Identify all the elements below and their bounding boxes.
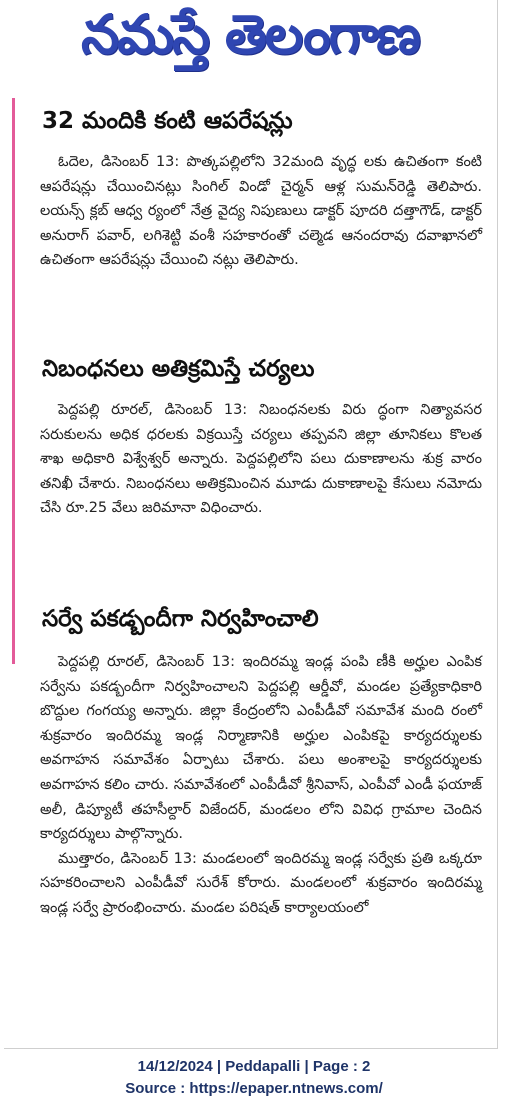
article-1-body [40, 150, 482, 273]
footer-date-edition: 14/12/2024 | Peddapalli | Page : 2 [137, 1058, 371, 1075]
article-3-body [40, 650, 482, 921]
article-3-paragraph-2: ముత్తారం, డిసెంబర్ 13: మండలంలో ఇందిరమ్మ ఇండ్ల సర్వేకు ప్రతి ఒక్కరూ సహకరించాలని ఎంపీడీవో సురేశ్ కోరారు. మండలంలో శుక్రవారం ఇందిరమ్మ ఇండ్ల సర్వే ప్రారంభించారు. మండల పరిషత్ కార్యాలయంలో [40, 850, 482, 916]
article-1-headline: 32 మందికి కంటి ఆపరేషన్లు [42, 108, 293, 134]
article-2-paragraph: పెద్దపల్లి రూరల్, డిసెంబర్ 13: నిబంధనలకు విరు ద్ధంగా నిత్యావసర సరుకులను అధిక ధరలకు విక్రయిస్తే చర్యలు తప్పవని జిల్లా తూనికలు కొలత శాఖ అధికారి విశ్వేశ్వర్ అన్నారు. పెద్దపల్లిలోని పలు దుకాణాలను శుక్ర వారం తనిఖీ చేశారు. నిబంధనలు అతిక్రమించిన మూడు దుకాణాలపై కేసులు నమోదు చేసి రూ.25 వేలు జరిమానా విధించారు. [40, 402, 482, 517]
masthead-title: నమస్తే తెలంగాణ [81, 2, 419, 66]
newspaper-clipping [4, 0, 498, 1049]
article-1-paragraph: ఓదెల, డిసెంబర్ 13: పొత్కపల్లిలోని 32మంది వృద్ధ లకు ఉచితంగా కంటి ఆపరేషన్లు చేయించినట్లు సింగిల్ విండో చైర్మన్ ఆళ్ల సుమన్‌రెడ్డి తెలిపారు. లయన్స్ క్లబ్ ఆధ్వ ర్యంలో నేత్ర వైద్య నిపుణులు డాక్టర్ పూదరి దత్తాగౌడ్, డాక్టర్ అనురాగ్ పవార్, లగిశెట్టి వంశీ సహకారంతో చల్మెడ ఆనందరావు దవాఖానలో ఉచితంగా ఆపరేషన్లు చేయించి నట్లు తెలిపారు. [40, 154, 482, 269]
article-3-paragraph-1: పెద్దపల్లి రూరల్, డిసెంబర్ 13: ఇందిరమ్మ ఇండ్ల పంపి ణీకి అర్హుల ఎంపిక సర్వేను పకడ్బందీగా నిర్వహించాలని పెద్దపల్లి ఆర్డీవో, మండల ప్రత్యేకాధికారి బొద్దుల గంగయ్య అన్నారు. జిల్లా కేంద్రంలోని ఎంపీడీవో సమావేశ మంది రంలో శుక్రవారం ఇందిరమ్మ ఇండ్ల నిర్మాణానికి అర్హుల ఎంపికపై కార్యదర్శులకు అవగాహన సమావేశం ఏర్పాటు చేశారు. పలు అంశాలపై కార్యదర్శులకు అవగాహన కలిం చారు. సమావేశంలో ఎంపీడీవో శ్రీనివాస్, ఎంపీవో ఎండీ ఫయాజ్ అలీ, డిప్యూటీ తహసీల్దార్ విజేందర్, మండలం లోని వివిధ గ్రామాల చెందిన కార్యదర్శులు పాల్గొన్నారు. [40, 654, 482, 843]
column-accent-rule [12, 98, 15, 664]
article-2-body [40, 398, 482, 521]
article-2-headline: నిబంధనలు అతిక్రమిస్తే చర్యలు [42, 356, 315, 382]
footer-source: Source : https://epaper.ntnews.com/ [125, 1080, 383, 1097]
article-3-headline: సర్వే పకడ్బందీగా నిర్వహించాలి [42, 606, 319, 632]
